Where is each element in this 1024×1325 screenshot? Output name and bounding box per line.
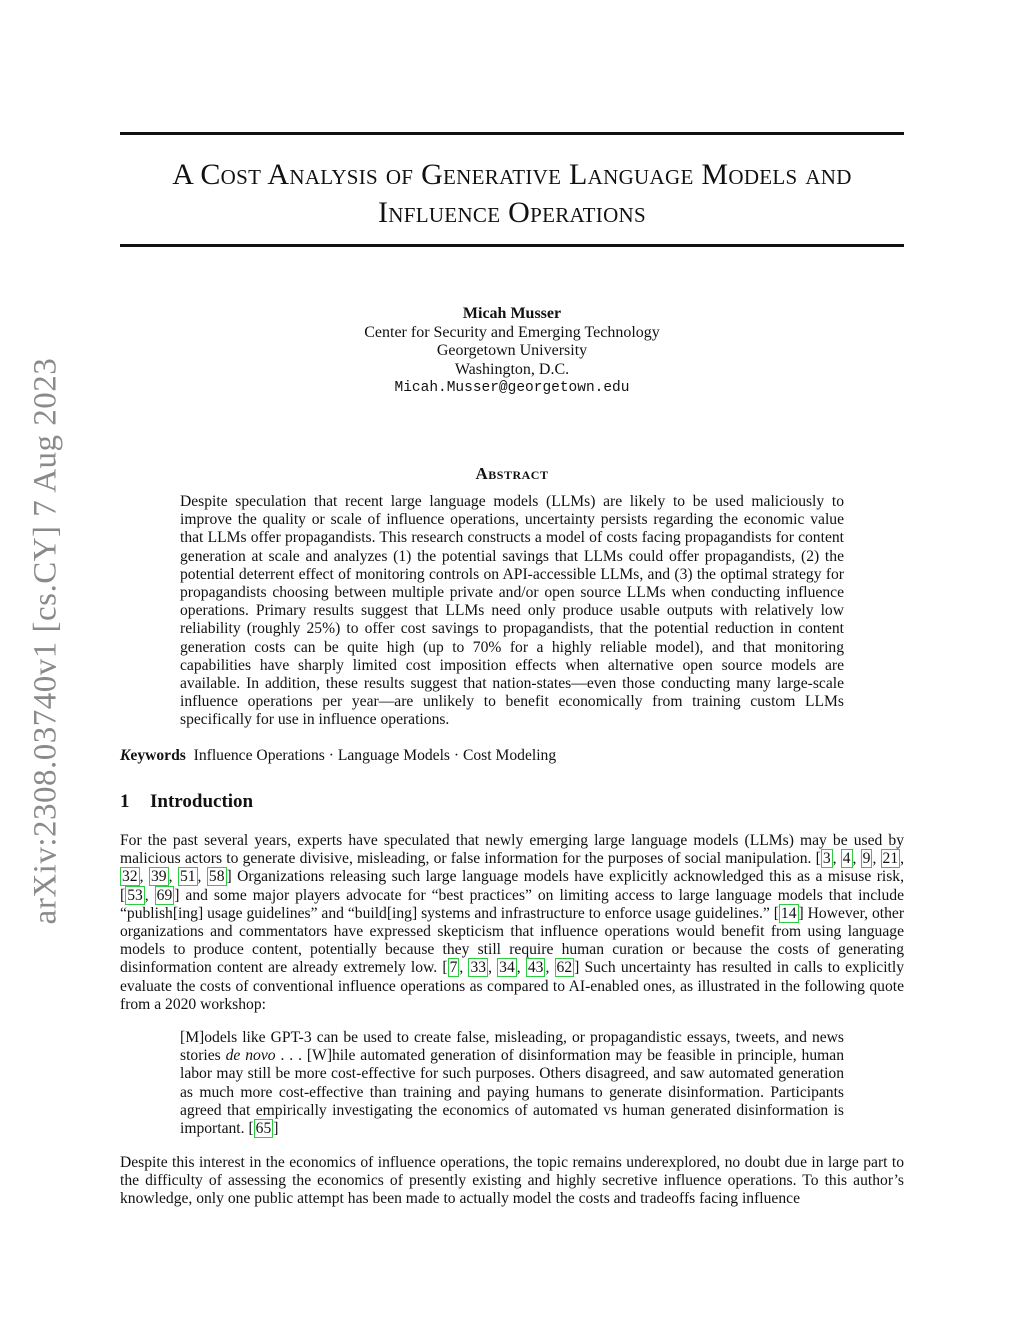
author-name: Micah Musser xyxy=(462,305,562,322)
citation-link[interactable]: 62 xyxy=(556,959,573,977)
citation-group-2: [ 53 , 69 ] xyxy=(120,886,180,904)
section-number: 1 xyxy=(120,791,130,812)
author-block xyxy=(120,305,904,398)
citation-link[interactable]: 33 xyxy=(470,959,487,977)
citation-link[interactable]: 58 xyxy=(208,868,225,886)
abstract-text: Despite speculation that recent large language models (LLMs) are likely to be used maliciously to improve the quality or scale of influence operations, uncertainty persists regarding the economic value that LLMs offer propagandists. This research constructs a model of costs facing propagandists for content generation at scale and analyzes (1) the potential savings that LLMs could offer propagandists, (2) the potential deterrent effect of monitoring controls on API-accessible LLMs, and (3) the optimal strategy for propagandists choosing between multiple private and/or open source LLMs when conducting influence operations. Primary results suggest that LLMs need only produce usable outputs with relatively low reliability (roughly 25%) to offer cost savings to propagandists, that the potential reduction in content generation costs can be quite high (up to 70% for a highly reliable model), and that monitoring capabilities have sharply limited cost imposition effects when alternative open source models are available. In addition, these results suggest that nation-states—even those conducting many large-scale influence operations per year—are unlikely to benefit economically from training custom LLMs specifically for use in influence operations. xyxy=(180,493,844,729)
citation-link[interactable]: 4 xyxy=(842,850,851,868)
title-rule-bottom xyxy=(120,244,904,247)
paper-title: A Cost Analysis of Generative Language Models and Influence Operations xyxy=(172,158,852,229)
citation-link[interactable]: 3 xyxy=(822,850,831,868)
citation-link[interactable]: 21 xyxy=(882,850,899,868)
citation-link[interactable]: 51 xyxy=(179,868,196,886)
keywords-line xyxy=(120,747,904,765)
section-title: Introduction xyxy=(150,791,254,812)
intro-paragraph-2: Despite this interest in the economics of influence operations, the topic remains underexplored, no doubt due in large part to the difficulty of assessing the economics of presently existing and highly secretive influence operations. To this author’s knowledge, only one public attempt has been made to actually model the costs and tradeoffs facing influence xyxy=(120,1154,904,1208)
citation-link[interactable]: 9 xyxy=(862,850,871,868)
author-affiliation: Center for Security and Emerging Technology xyxy=(364,323,660,341)
citation-group-quote: [ 65 ] xyxy=(248,1120,279,1138)
citation-group-4: [ 7 , 33 , 34 , 43 , 62 ] xyxy=(442,959,580,977)
citation-group-1: [ 3 , 4 , 9 , 21 , 32 , 39 , 51 , 58 ] xyxy=(122,850,905,886)
citation-group-3: [ 14 ] xyxy=(773,904,804,922)
author-location: Washington, D.C. xyxy=(454,360,570,378)
author-email[interactable]: Micah.Musser@georgetown.edu xyxy=(394,380,630,396)
workshop-quote: [M]odels like GPT-3 can be used to create false, misleading, or propagandistic essays, tweets, and news stories de novo . . . [W]hile automated generation of disinformation may be feasible in principle, human labor may still be more cost-effective for such purposes. Others disagreed, and saw automated generation as much more cost-effective than training and paying humans to generate disinformation. Participants agreed that empirically investigating the economics of automated vs human generated disinformation is important. [ 65 ] xyxy=(180,1029,844,1138)
author-university: Georgetown University xyxy=(436,342,588,359)
keywords-text: Influence Operations · Language Models · Cost Modeling xyxy=(193,747,557,764)
citation-link[interactable]: 7 xyxy=(449,959,458,977)
abstract-heading: Abstract xyxy=(475,464,549,483)
citation-link[interactable]: 43 xyxy=(527,959,544,977)
citation-link[interactable]: 34 xyxy=(499,959,515,977)
keywords-label: Keywords xyxy=(120,747,186,764)
citation-link[interactable]: 65 xyxy=(255,1120,272,1138)
arxiv-identifier: arXiv:2308.03740v1 [cs.CY] 7 Aug 2023 xyxy=(27,357,64,925)
section-heading-introduction xyxy=(120,791,253,813)
citation-link[interactable]: 53 xyxy=(127,886,143,904)
citation-link[interactable]: 39 xyxy=(150,868,167,886)
quote-emphasis: de novo xyxy=(225,1047,276,1065)
title-rule-top xyxy=(120,132,904,135)
intro-paragraph-1: For the past several years, experts have speculated that newly emerging large language models (LLMs) may be used by malicious actors to generate divisive, misleading, or false information for the purposes of social manipulation. [ 3 , 4 , 9 , 21 , 32 , 39 , 51 , 58 ] Organizations releasing such large language models have explicitly acknowledged this as a misuse risk, [ 53 , 69 ] and some major players advocate for “best practices” on limiting access to large language models that include “publish[ing] usage guidelines” and “build[ing] systems and infrastructure to enforce usage guidelines.” [ 14 ] However, other organizations and commentators have expressed skepticism that influence operations would benefit from using language models to produce content, potentially because they still require human curation or because the costs of generating disinformation content are already extremely low. [ 7 , 33 , 34 , 43 , 62 ] Such uncertainty has resulted in calls to explicitly evaluate the costs of conventional influence operations as compared to AI-enabled ones, as illustrated in the following quote from a 2020 workshop: xyxy=(120,832,905,1013)
citation-link[interactable]: 69 xyxy=(156,886,173,904)
citation-link[interactable]: 32 xyxy=(122,868,138,886)
citation-link[interactable]: 14 xyxy=(780,904,797,922)
